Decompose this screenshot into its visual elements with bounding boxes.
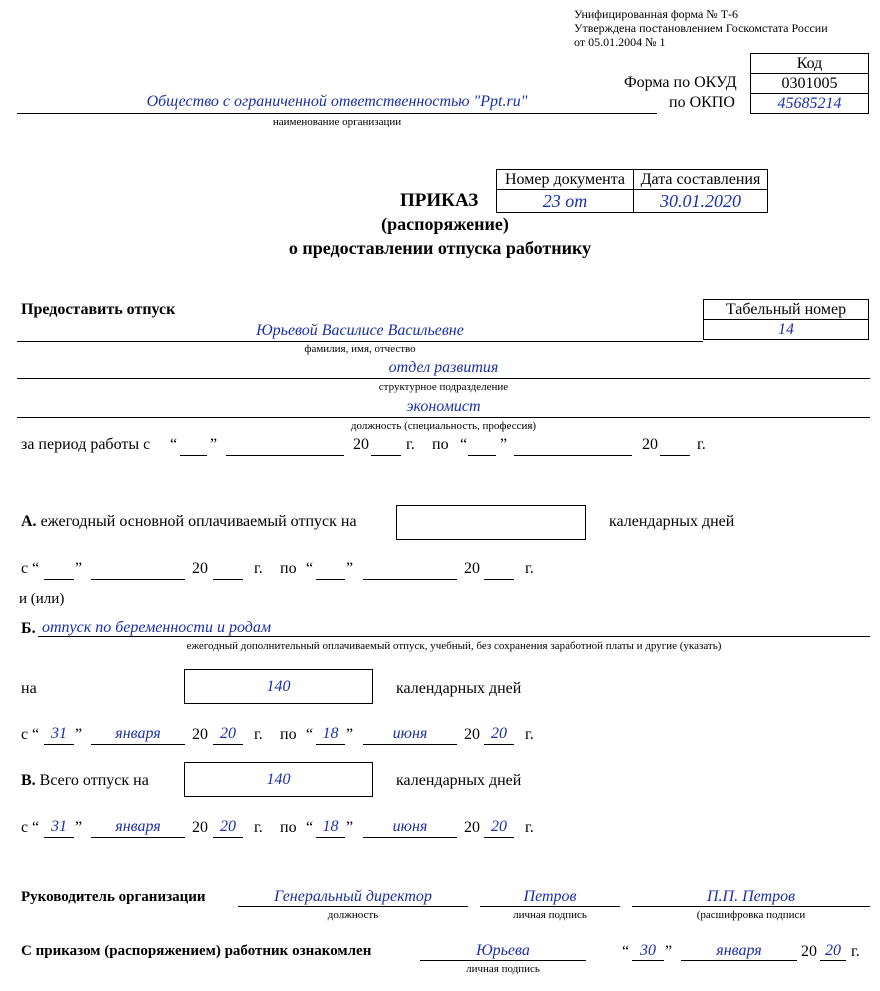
ack-sign-line [420, 960, 586, 961]
b-to-year: 20 [491, 725, 507, 742]
quote-close: ” [346, 560, 354, 577]
tab-number-value: 14 [704, 320, 869, 340]
g-label: г. [525, 560, 534, 577]
ack-year-line [820, 960, 846, 961]
b-from-year-line [213, 744, 243, 745]
tab-number-table [703, 299, 869, 340]
period-to-month-line [514, 455, 632, 456]
doc-purpose: о предоставлении отпуска работнику [288, 238, 592, 258]
period-from-year-line [371, 455, 401, 456]
po-label: по [280, 819, 297, 836]
organization-line [17, 113, 657, 114]
kod-header: Код [751, 54, 869, 74]
g-label: г. [697, 436, 706, 453]
s-label: с [21, 726, 29, 743]
b-to-year-line [484, 744, 514, 745]
section-a-label [21, 513, 357, 531]
doc-date: 30.01.2020 [634, 190, 768, 213]
fio-caption: фамилия, имя, отчество [304, 343, 416, 355]
period-from-month-line [226, 455, 344, 456]
tab-number-header: Табельный номер [704, 300, 869, 320]
head-decode: П.П. Петров [706, 888, 796, 905]
section-b-caption: ежегодный дополнительный оплачиваемый отпуск, учебный, без сохранения заработной платы и другие (указать) [186, 640, 722, 652]
okpo-value: 45685214 [751, 94, 869, 114]
quote-close: ” [75, 560, 83, 577]
and-or-label: и (или) [19, 591, 65, 607]
codes-table [750, 53, 869, 114]
okpo-label: по ОКПО [669, 94, 735, 111]
doc-number: 23 от [497, 190, 634, 213]
quote-open: “ [622, 943, 630, 960]
quote-close: ” [75, 819, 83, 836]
b-to-month: июня [392, 725, 428, 742]
v-to-day: 18 [322, 818, 339, 835]
b-from-year: 20 [220, 725, 236, 742]
organization-caption: наименование организации [272, 116, 402, 128]
v-from-month: января [115, 818, 161, 835]
doc-table [496, 169, 768, 213]
doc-title: ПРИКАЗ [400, 190, 479, 211]
ack-month-line [681, 960, 797, 961]
quote-open: “ [306, 819, 314, 836]
a-from-day-line [44, 579, 74, 580]
g-label: г. [254, 560, 263, 577]
year-prefix: 20 [192, 819, 208, 836]
department-line [17, 378, 870, 379]
doc-number-header: Номер документа [497, 170, 634, 190]
year-prefix: 20 [192, 560, 208, 577]
v-to-day-line [316, 837, 345, 838]
g-label: г. [525, 819, 534, 836]
head-label: Руководитель организации [21, 889, 206, 905]
head-sign-line [480, 906, 620, 907]
v-from-day-line [44, 837, 74, 838]
year-prefix: 20 [642, 436, 658, 453]
period-to-day-line [468, 455, 496, 456]
section-a-days-label: календарных дней [609, 513, 735, 530]
po-label: по [432, 436, 449, 453]
ack-day: 30 [640, 942, 656, 959]
head-position-line [238, 906, 468, 907]
organization-name: Общество с ограниченной ответственностью "Ppt.ru" [146, 93, 528, 110]
v-from-day: 31 [51, 818, 67, 835]
form-header-line: Утверждена постановлением Госкомстата России [574, 21, 828, 35]
po-label: по [280, 726, 297, 743]
a-from-year-line [213, 579, 243, 580]
head-position-caption: должность [327, 909, 379, 921]
section-a-text: ежегодный основной оплачиваемый отпуск на [40, 513, 357, 530]
employee-department: отдел развития [388, 359, 499, 376]
section-b-letter: Б. [21, 620, 36, 637]
year-prefix: 20 [464, 726, 480, 743]
section-v-letter: В. [21, 772, 36, 789]
head-sign: Петров [523, 888, 577, 905]
section-v-label [21, 772, 149, 790]
okud-value: 0301005 [751, 74, 869, 94]
fio-line [17, 341, 703, 342]
section-v-text: Всего отпуск на [39, 772, 149, 789]
a-to-year-line [484, 579, 514, 580]
head-position: Генеральный директор [274, 888, 432, 905]
po-label: по [280, 560, 297, 577]
section-v-days: 140 [184, 762, 373, 797]
b-to-month-line [363, 744, 457, 745]
form-header-line: от 05.01.2004 № 1 [574, 35, 666, 49]
na-label: на [21, 680, 37, 697]
year-prefix: 20 [192, 726, 208, 743]
v-from-year-line [213, 837, 243, 838]
ack-sign-caption: личная подпись [466, 963, 540, 975]
period-to-year-line [660, 455, 690, 456]
ack-month: января [716, 942, 762, 959]
section-b-type: отпуск по беременности и родам [42, 619, 272, 636]
employee-position: экономист [406, 398, 481, 415]
period-from-day-line [180, 455, 207, 456]
g-label: г. [254, 726, 263, 743]
quote-open: “ [32, 819, 40, 836]
form-header [574, 7, 828, 49]
section-b-days-label: календарных дней [396, 680, 522, 697]
a-to-month-line [363, 579, 457, 580]
quote-close: ” [500, 436, 508, 453]
quote-close: ” [75, 726, 83, 743]
ack-year-prefix: 20 [801, 943, 817, 960]
v-to-month: июня [392, 818, 428, 835]
quote-open: “ [32, 560, 40, 577]
ack-g-label: г. [851, 943, 860, 960]
form-header-line: Унифицированная форма № Т-6 [574, 7, 739, 21]
section-a-letter: А. [21, 513, 37, 530]
v-to-year-line [484, 837, 514, 838]
quote-close: ” [665, 943, 673, 960]
s-label: с [21, 819, 29, 836]
employee-fio: Юрьевой Василисе Васильевне [256, 322, 464, 339]
department-caption: структурное подразделение [378, 381, 509, 393]
quote-open: “ [170, 436, 178, 453]
year-prefix: 20 [464, 819, 480, 836]
section-b-days: 140 [184, 669, 373, 704]
okud-label: Форма по ОКУД [624, 74, 737, 91]
b-from-month: января [115, 725, 161, 742]
b-to-day-line [316, 744, 345, 745]
a-from-month-line [91, 579, 185, 580]
position-caption: должность (специальность, профессия) [350, 420, 537, 432]
ack-day-line [632, 960, 664, 961]
ack-sign: Юрьева [476, 942, 530, 959]
b-from-day-line [44, 744, 74, 745]
g-label: г. [525, 726, 534, 743]
v-to-month-line [363, 837, 457, 838]
section-v-days-label: календарных дней [396, 772, 522, 789]
period-label: за период работы с [21, 436, 151, 453]
ack-year: 20 [825, 942, 841, 959]
section-b-line [38, 636, 870, 637]
quote-open: “ [306, 560, 314, 577]
v-from-month-line [91, 837, 185, 838]
quote-close: ” [210, 436, 218, 453]
year-prefix: 20 [464, 560, 480, 577]
head-decode-caption: (расшифровка подписи [696, 909, 806, 921]
year-prefix: 20 [353, 436, 369, 453]
head-decode-line [632, 906, 870, 907]
b-to-day: 18 [322, 725, 339, 742]
b-from-month-line [91, 744, 185, 745]
v-to-year: 20 [491, 818, 507, 835]
quote-open: “ [460, 436, 468, 453]
quote-open: “ [32, 726, 40, 743]
s-label: с [21, 560, 29, 577]
doc-subtitle: (распоряжение) [381, 214, 509, 234]
head-sign-caption: личная подпись [513, 909, 587, 921]
ack-label: С приказом (распоряжением) работник ознакомлен [21, 943, 372, 959]
quote-open: “ [306, 726, 314, 743]
doc-date-header: Дата составления [634, 170, 768, 190]
g-label: г. [254, 819, 263, 836]
a-to-day-line [316, 579, 345, 580]
g-label: г. [406, 436, 415, 453]
quote-close: ” [346, 819, 354, 836]
position-line [17, 417, 870, 418]
grant-label: Предоставить отпуск [21, 301, 176, 318]
b-from-day: 31 [51, 725, 67, 742]
section-a-days-box [396, 505, 586, 540]
v-from-year: 20 [220, 818, 236, 835]
quote-close: ” [346, 726, 354, 743]
